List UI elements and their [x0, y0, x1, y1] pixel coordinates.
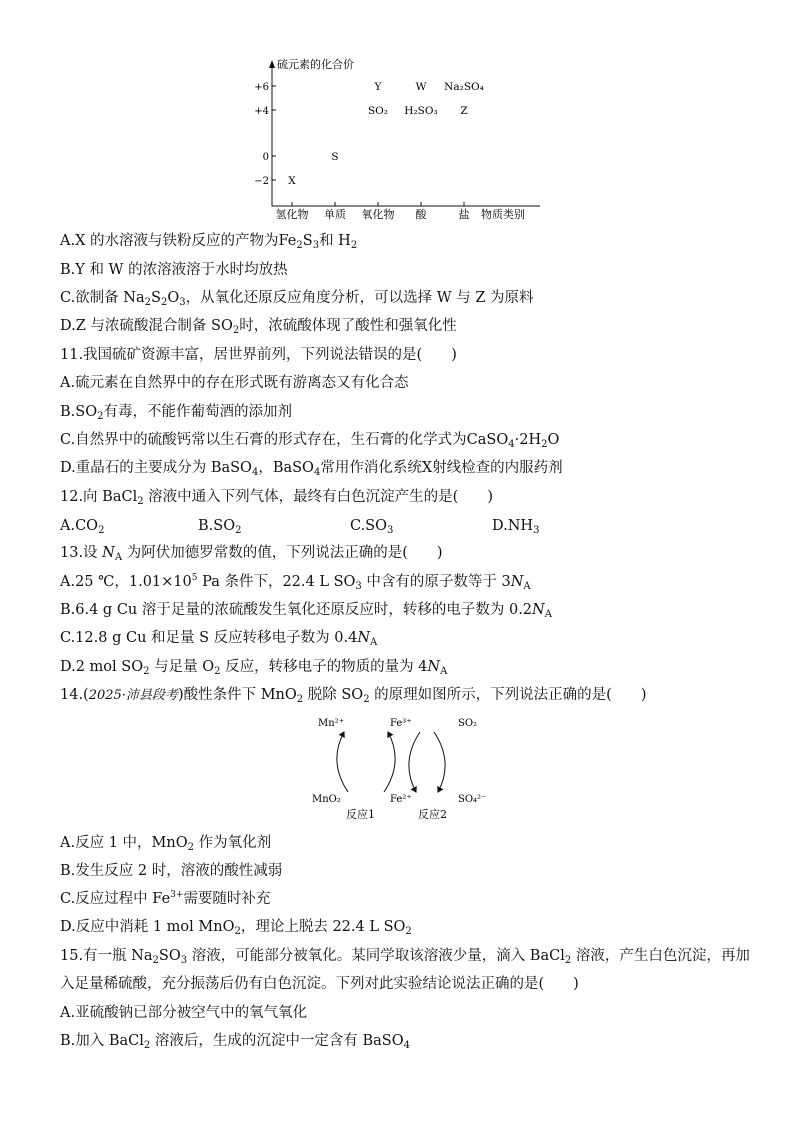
mno2-so2-cycle-diagram	[308, 712, 498, 822]
q11-option-c: C.自然界中的硫酸钙常以生石膏的形式存在，生石膏的化学式为$CaSO_4\cdot 2H_2O$	[60, 432, 560, 450]
q11-option-a: A.硫元素在自然界中的存在形式既有游离态又有化合态	[60, 375, 409, 391]
q13-stem: 13.设 $N_A$ 为阿伏加德罗常数的值，下列说法正确的是( )	[60, 545, 443, 563]
q14-option-a: A.反应 1 中，MnO$_2$ 作为氧化剂	[60, 835, 272, 853]
q15-option-b: B.加入 BaCl$_2$ 溶液后，生成的沉淀中一定含有 BaSO$_4$	[60, 1033, 410, 1051]
chart-y-tick-label: +6	[254, 82, 269, 93]
q14-option-c: C.反应过程中 $Fe^{3+}$需要随时补充	[60, 890, 271, 907]
q10-option-b: B.Y 和 W 的浓溶液溶于水时均放热	[60, 262, 288, 278]
diagram-caption-reaction1: 反应1	[346, 808, 375, 821]
q11-stem: 11.我国硫矿资源丰富，居世界前列，下列说法错误的是( )	[60, 347, 457, 363]
arc-so2-to-so4	[434, 732, 445, 792]
arc-mno2-to-mn2plus	[337, 732, 348, 792]
chart-x-tick-label: 氧化物	[361, 208, 395, 221]
chart-x-tick-label: 酸	[415, 208, 427, 221]
q14-stem: 14.(2025·沛县段考)酸性条件下 MnO$_2$ 脱除 $SO_2$ 的原理如图所示，下列说法正确的是( )	[60, 687, 647, 705]
diagram-caption-reaction2: 反应2	[418, 808, 447, 821]
arc-fe2plus-to-fe3plus	[384, 732, 395, 792]
q12-option-a: $A.CO_2$	[60, 518, 105, 536]
chart-x-tick-label: 盐	[458, 208, 470, 221]
q15-option-a: A.亚硫酸钠已部分被空气中的氧气氧化	[60, 1005, 308, 1021]
q15-stem-line1: 15.有一瓶 $Na_2SO_3$ 溶液，可能部分被氧化。某同学取该溶液少量，滴入 BaCl$_2$ 溶液，产生白色沉淀，再加	[60, 948, 750, 966]
q13-option-b: B.6.4 g Cu 溶于足量的浓硫酸发生氧化还原反应时，转移的电子数为 $0.2N_A$	[60, 602, 552, 620]
diagram-fe2plus: Fe²⁺	[390, 794, 412, 805]
arc-fe3plus-to-fe2plus	[409, 732, 420, 792]
q12-option-d: $D.NH_3$	[492, 518, 540, 536]
q10-option-d: D.Z 与浓硫酸混合制备 $SO_2$时，浓硫酸体现了酸性和强氧化性	[60, 318, 457, 336]
q14-option-d: D.反应中消耗 1 mol MnO$_2$，理论上脱去 22.4 L $SO_2$	[60, 919, 412, 937]
chart-point-label: W	[415, 81, 427, 93]
chart-point-label: S	[331, 151, 339, 163]
diagram-mno2: MnO₂	[312, 794, 341, 805]
diagram-mn2plus: Mn²⁺	[318, 718, 344, 729]
q15-stem-line2: 入足量稀硫酸，充分振荡后仍有白色沉淀。下列对此实验结论说法正确的是( )	[60, 976, 579, 992]
q13-option-c: C.12.8 g Cu 和足量 S 反应转移电子数为 $0.4N_A$	[60, 630, 378, 648]
q14-source-citation: 2025·沛县段考	[88, 688, 178, 703]
q13-option-a: A.25 ℃，$1.01\times 10^5$ Pa 条件下，22.4 L $SO_3$ 中含有的原子数等于 $3N_A$	[60, 573, 531, 592]
q11-option-b: $B.SO_2$有毒，不能作葡萄酒的添加剂	[60, 404, 292, 422]
chart-point-label: SO₂	[367, 105, 389, 117]
chart-point-label: H₂SO₃	[404, 105, 438, 117]
chart-y-tick-label: −2	[254, 176, 269, 187]
q11-option-d: D.重晶石的主要成分为 BaSO$_4$，BaSO$_4$常用作消化系统X射线检查的内服药剂	[60, 460, 563, 478]
diagram-fe3plus: Fe³⁺	[390, 718, 412, 729]
chart-point-label: Z	[460, 105, 468, 117]
sulfur-valence-chart	[240, 52, 550, 224]
diagram-so2: SO₂	[458, 718, 478, 729]
chart-point-label: X	[288, 175, 296, 187]
q12-options	[60, 517, 740, 535]
q12-option-c: $C.SO_3$	[350, 518, 394, 536]
chart-y-axis-label: 硫元素的化合价	[277, 58, 354, 71]
chart-x-tick-label: 单质	[324, 208, 346, 221]
chart-y-tick-label: +4	[254, 106, 269, 117]
chart-x-axis-label: 物质类别	[481, 208, 525, 221]
q10-option-a: A.X 的水溶液与铁粉反应的产物为$Fe_2S_3$和 $H_2$	[60, 233, 358, 251]
q12-stem: 12.向 BaCl$_2$ 溶液中通入下列气体，最终有白色沉淀产生的是( )	[60, 489, 493, 507]
chart-y-axis-arrow	[269, 60, 275, 68]
diagram-so4-2minus: SO₄²⁻	[458, 794, 487, 805]
q13-option-d: D.2 mol $SO_2$ 与足量 $O_2$ 反应，转移电子的物质的量为 $4N_A$	[60, 659, 448, 677]
chart-y-tick-label: 0	[262, 152, 269, 163]
q12-option-b: $B.SO_2$	[198, 518, 242, 536]
q10-option-c: C.欲制备 $Na_2S_2O_3$，从氧化还原反应角度分析，可以选择 W 与 Z 为原料	[60, 290, 534, 308]
chart-point-label: Y	[374, 81, 382, 93]
chart-x-tick-label: 氢化物	[275, 208, 309, 221]
q14-option-b: B.发生反应 2 时，溶液的酸性减弱	[60, 863, 283, 879]
chart-point-label: Na₂SO₄	[444, 81, 484, 93]
